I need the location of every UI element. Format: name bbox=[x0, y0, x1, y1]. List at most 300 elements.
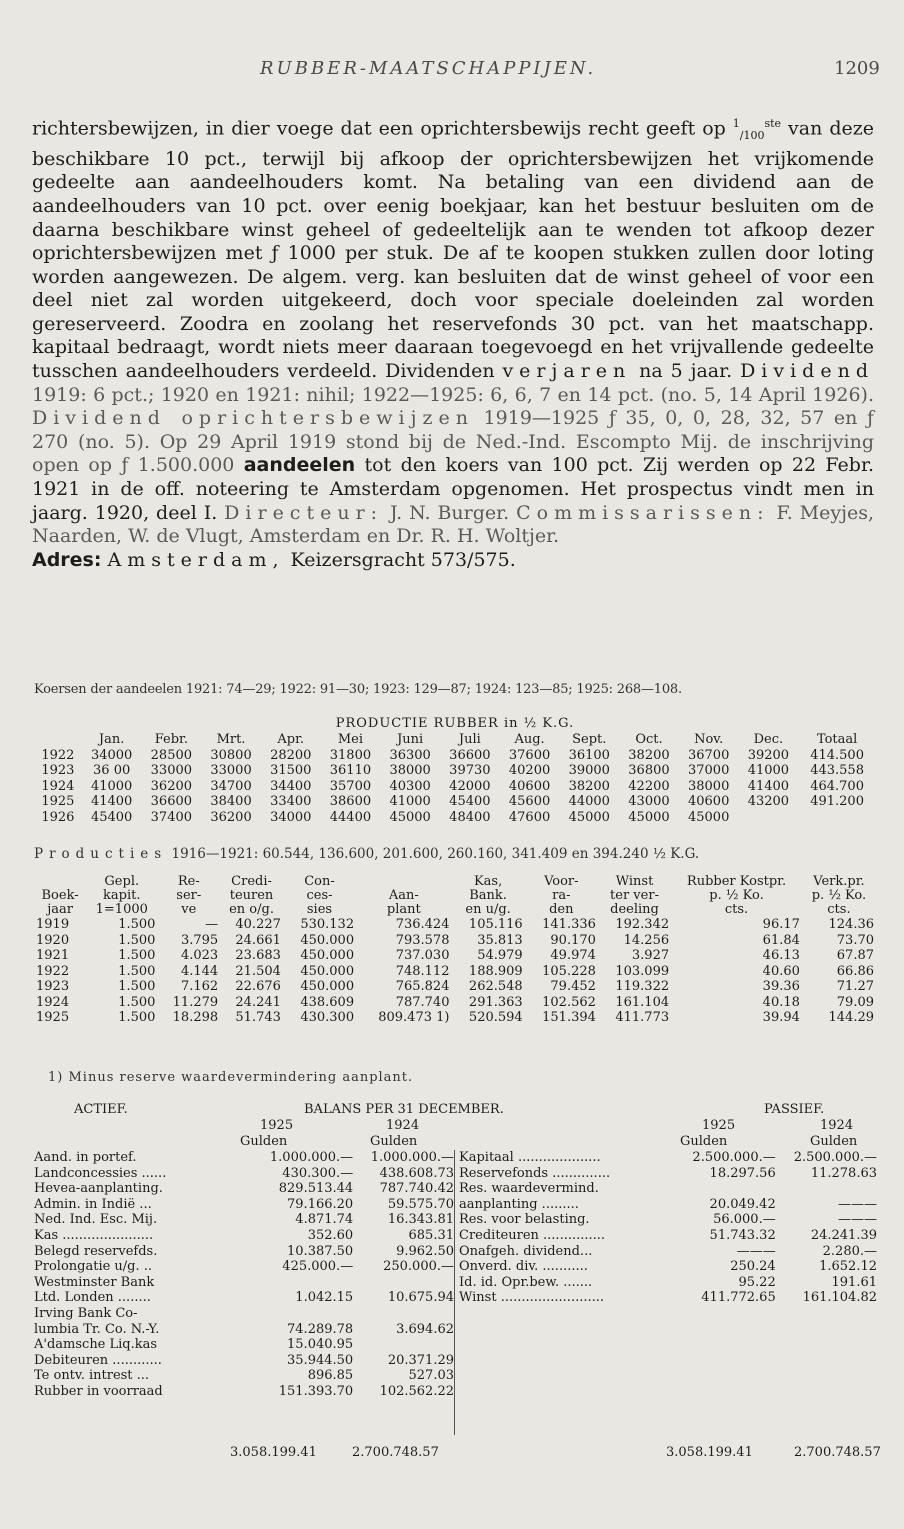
actief-cell: 10.387.50 bbox=[287, 1243, 354, 1259]
production-cell: 43000 bbox=[628, 794, 670, 809]
financial-cell: 1923 bbox=[36, 979, 70, 994]
financial-cell: 144.29 bbox=[828, 1010, 874, 1025]
production-cell: 37400 bbox=[150, 809, 193, 825]
financial-cell: — bbox=[205, 917, 219, 932]
passief-row bbox=[455, 1275, 877, 1291]
production-cell: 33000 bbox=[150, 763, 193, 778]
financial-cell: 39.36 bbox=[762, 979, 800, 994]
actief-cell: 35.944.50 bbox=[287, 1352, 354, 1368]
financial-column-header: Aan- bbox=[388, 888, 419, 903]
actief-row bbox=[34, 1212, 454, 1228]
actief-cell: 16.343.81 bbox=[387, 1212, 454, 1228]
financial-cell: 14.256 bbox=[623, 932, 670, 948]
financial-column-header: plant bbox=[386, 902, 421, 917]
financial-column-header: sies bbox=[306, 902, 333, 917]
financial-cell: 73.70 bbox=[836, 932, 874, 948]
actief-cell bbox=[353, 1306, 454, 1322]
actief-cell: Aand. in portef. bbox=[34, 1150, 137, 1165]
production-cell: 39200 bbox=[747, 747, 790, 763]
production-cell: 34400 bbox=[270, 778, 312, 794]
actief-cell: 4.871.74 bbox=[295, 1212, 354, 1228]
financial-cell: 1919 bbox=[36, 917, 70, 932]
balance-sheet bbox=[34, 1102, 877, 1399]
financial-column-header: ra- bbox=[552, 888, 571, 903]
actief-cell: 250.000.— bbox=[383, 1259, 454, 1275]
passief-cell: 2.500.000.— bbox=[692, 1150, 776, 1165]
actief-row bbox=[34, 1353, 454, 1369]
production-cell: 414.500 bbox=[810, 747, 864, 763]
passief-cell: Reservefonds .............. bbox=[459, 1165, 611, 1181]
passief-cell: 2.500.000.— bbox=[793, 1150, 877, 1165]
directeur-label: Directeur: bbox=[224, 501, 384, 524]
passief-cell: Res. voor belasting. bbox=[459, 1212, 590, 1228]
financial-column-header: den bbox=[549, 902, 574, 917]
passief-cell: 24.241.39 bbox=[810, 1227, 877, 1243]
financial-row bbox=[34, 979, 876, 995]
production-cell: 38400 bbox=[210, 794, 252, 809]
passief-cell: 250.24 bbox=[730, 1259, 776, 1275]
financial-cell: 7.162 bbox=[180, 979, 219, 994]
production-table bbox=[34, 732, 876, 825]
passief-row bbox=[455, 1181, 877, 1197]
production-column-header: Sept. bbox=[572, 732, 607, 747]
actief-cell: 151.393.70 bbox=[278, 1383, 354, 1399]
actief-cell: 1.042.15 bbox=[295, 1290, 354, 1306]
actief-cell bbox=[252, 1275, 353, 1291]
text-run: 1919—1925 ƒ 35, 0, 0, 28, 32, 57 en ƒ 270 (no. 5). Op 29 April 1919 stond bij de Ned.-Ind. Escompto Mij. de inschrijving open op ƒ 1.500.000 bbox=[32, 407, 874, 477]
passief-cell bbox=[674, 1181, 775, 1197]
aandeelen-label: aandeelen bbox=[243, 454, 356, 477]
financial-column-header: Boek- bbox=[41, 888, 79, 903]
production-column-header: Mei bbox=[337, 732, 364, 747]
actief-cell: 896.85 bbox=[307, 1368, 354, 1384]
actief-row bbox=[34, 1150, 454, 1166]
financial-cell: 61.84 bbox=[762, 932, 800, 948]
financial-cell: 46.13 bbox=[762, 948, 800, 963]
text-run: richtersbewijzen, in dier voege dat een oprichtersbewijs recht geeft op bbox=[32, 117, 733, 140]
share-prices-line: Koersen der aandeelen 1921: 74—29; 1922: 91—30; 1923: 129—87; 1924: 123—85; 1925: 268—108. bbox=[34, 682, 682, 697]
commissarissen-names: F. Meyjes, Naarden, W. de Vlugt, Amsterdam en Dr. R. H. Woltjer. bbox=[32, 501, 875, 548]
actief-row bbox=[34, 1384, 454, 1400]
actief-cell: 1.000.000.— bbox=[370, 1150, 454, 1165]
actief-cell: Rubber in voorraad bbox=[34, 1383, 163, 1399]
production-cell: 1924 bbox=[41, 778, 75, 794]
production-column-header bbox=[34, 732, 82, 748]
production-cell: 48400 bbox=[449, 809, 491, 825]
commissarissen-label: Commissarissen: bbox=[516, 501, 770, 524]
actief-year-1925: 1925 bbox=[260, 1118, 294, 1133]
financial-cell: 124.36 bbox=[828, 917, 874, 932]
actief-cell: 685.31 bbox=[408, 1227, 454, 1243]
financial-column-header: Gepl. bbox=[104, 874, 140, 889]
directeur-name: J. N. Burger. bbox=[383, 501, 517, 524]
passief-cell: 20.049.42 bbox=[709, 1196, 776, 1212]
financial-cell: 24.661 bbox=[235, 932, 281, 948]
passief-cell: Winst ......................... bbox=[459, 1290, 604, 1306]
production-cell bbox=[739, 810, 799, 826]
financial-column-header: Bank. bbox=[469, 888, 507, 903]
production-cell: 37000 bbox=[687, 763, 730, 778]
financial-cell: 66.86 bbox=[836, 963, 874, 979]
production-cell: 36100 bbox=[568, 747, 610, 763]
passief-cell: 18.297.56 bbox=[709, 1165, 776, 1181]
financial-column-header: Winst bbox=[615, 874, 654, 889]
financial-cell: 1922 bbox=[36, 963, 70, 979]
passief-cell: 95.22 bbox=[738, 1274, 776, 1290]
actief-cell bbox=[353, 1275, 454, 1291]
actief-cell: Debiteuren ............ bbox=[34, 1352, 162, 1368]
passief-cell: 51.743.32 bbox=[709, 1227, 776, 1243]
production-column-header: Juni bbox=[397, 732, 424, 747]
financial-row bbox=[34, 948, 876, 964]
production-cell: 443.558 bbox=[810, 763, 864, 778]
text-run: tot den koers van 100 pct. Zij werden op 22 Febr. 1921 in de off. noteering te Amsterdam opgenomen. Het prospectus vindt men in jaarg. 1920, deel I. bbox=[32, 454, 874, 524]
production-cell: 40600 bbox=[687, 794, 730, 809]
production-column-header: Apr. bbox=[277, 732, 305, 747]
production-cell: 30800 bbox=[210, 747, 252, 763]
passief-row bbox=[455, 1228, 877, 1244]
production-cell: 41000 bbox=[747, 763, 790, 778]
passief-row bbox=[455, 1150, 877, 1166]
production-cell: 38200 bbox=[568, 778, 610, 794]
financial-column-header: ve bbox=[181, 902, 197, 917]
production-cell: 36300 bbox=[389, 747, 431, 763]
financial-cell: 748.112 bbox=[395, 963, 450, 979]
passief-row bbox=[455, 1259, 877, 1275]
production-column-header: Juli bbox=[458, 732, 481, 747]
production-totals-label: Producties bbox=[34, 846, 168, 862]
financial-column-header: cts. bbox=[827, 902, 851, 917]
production-cell: 38000 bbox=[687, 778, 730, 794]
production-cell: 33400 bbox=[270, 794, 312, 809]
financial-cell: 96.17 bbox=[762, 917, 800, 932]
actief-row bbox=[34, 1337, 454, 1353]
financial-cell: 3.927 bbox=[631, 948, 670, 963]
financial-cell: 24.241 bbox=[235, 994, 281, 1010]
financial-cell: 1924 bbox=[36, 994, 70, 1010]
passief-cell bbox=[776, 1181, 877, 1197]
financial-header-row bbox=[34, 903, 876, 917]
production-cell: 35700 bbox=[329, 778, 372, 794]
actief-cell: A'damsche Liq.kas bbox=[34, 1337, 158, 1353]
financial-summary-body bbox=[34, 917, 876, 1026]
financial-cell: 40.227 bbox=[235, 917, 281, 932]
production-cell: 45000 bbox=[687, 809, 730, 825]
production-cell: 38600 bbox=[329, 794, 372, 809]
actief-column bbox=[34, 1150, 454, 1400]
actief-cell: lumbia Tr. Co. N.-Y. bbox=[34, 1321, 160, 1337]
financial-cell: 54.979 bbox=[477, 948, 523, 963]
actief-cell: 352.60 bbox=[307, 1227, 354, 1243]
financial-column-header: Con- bbox=[304, 874, 335, 889]
running-title: RUBBER-MAATSCHAPPIJEN. bbox=[260, 58, 597, 79]
actief-cell: Prolongatie u/g. .. bbox=[34, 1259, 153, 1275]
passief-cell: Onafgeh. dividend... bbox=[459, 1243, 593, 1259]
adres-label: Adres: bbox=[32, 548, 102, 571]
production-cell: 28200 bbox=[270, 747, 312, 763]
actief-cell: 74.289.78 bbox=[287, 1321, 354, 1337]
production-cell: 45400 bbox=[90, 809, 133, 825]
production-column-header: Aug. bbox=[514, 732, 545, 747]
production-cell: 38000 bbox=[389, 763, 431, 778]
passief-cell: Kapitaal .................... bbox=[459, 1150, 601, 1165]
financial-cell: 103.099 bbox=[615, 963, 670, 979]
passief-row bbox=[455, 1244, 877, 1260]
production-row bbox=[34, 748, 876, 764]
production-header-row bbox=[34, 732, 876, 748]
actief-row bbox=[34, 1228, 454, 1244]
total-passief-1925: 3.058.199.41 bbox=[666, 1445, 753, 1460]
balance-header bbox=[34, 1102, 876, 1150]
financial-cell: 1.500 bbox=[118, 994, 156, 1010]
production-cell: 36700 bbox=[687, 747, 730, 763]
text-run: van deze beschikbare 10 pct., terwijl bij afkoop der oprichtersbewijzen het vrijkomende gedeelte aan aandeelhouders komt. Na betaling van een dividend aan de aandeelhouders van 10 pct. over eenig boekjaar, kan het bestuur besluiten om de daarna beschikbare winst geheel of gedeeltelijk aan te wenden tot afkoop dezer oprichtersbewijzen met ƒ 1000 per stuk. De af te koopen stukken zullen door loting worden aangewezen. De algem. verg. kan besluiten dat de winst geheel of voor een deel niet zal worden uitgekeerd, doch voor speciale doeleinden zal worden gereserveerd. Zoodra en zoolang het reservefonds 30 pct. van het maatschapp. kapitaal bedraagt, wordt niets meer daaraan toegevoegd en het vrijvallende gedeelte tusschen aandeelhouders verdeeld. Dividenden bbox=[32, 117, 874, 383]
production-cell: 31800 bbox=[329, 747, 372, 763]
production-cell: 33000 bbox=[210, 763, 252, 778]
passief-cell: Onverd. div. ........... bbox=[459, 1259, 588, 1275]
passief-cell: 56.000.— bbox=[713, 1212, 776, 1228]
passief-unit-1925: Gulden bbox=[680, 1134, 728, 1149]
production-cell: 44400 bbox=[329, 809, 372, 825]
production-table-block bbox=[34, 716, 876, 825]
financial-column-header: Verk.pr. bbox=[813, 874, 865, 889]
production-column-header: Jan. bbox=[98, 732, 125, 747]
actief-year-1924: 1924 bbox=[386, 1118, 420, 1133]
financial-cell: 102.562 bbox=[542, 994, 596, 1010]
page-header bbox=[0, 58, 904, 88]
financial-cell: 1925 bbox=[36, 1010, 70, 1025]
actief-row bbox=[34, 1181, 454, 1197]
production-row bbox=[34, 794, 876, 810]
financial-cell: 79.09 bbox=[836, 994, 874, 1010]
production-cell: 45000 bbox=[568, 809, 610, 825]
actief-cell: Admin. in Indië ... bbox=[34, 1196, 152, 1212]
actief-row bbox=[34, 1166, 454, 1182]
production-cell: 28500 bbox=[150, 747, 193, 763]
production-cell: 36 00 bbox=[93, 763, 131, 778]
actief-cell: Te ontv. intrest ... bbox=[34, 1368, 150, 1384]
passief-column bbox=[454, 1150, 877, 1435]
address-line bbox=[32, 549, 874, 573]
production-row bbox=[34, 763, 876, 779]
actief-cell bbox=[353, 1337, 454, 1353]
actief-cell: 20.371.29 bbox=[387, 1352, 454, 1368]
passief-cell: Id. id. Opr.bew. ....... bbox=[459, 1274, 593, 1290]
actief-row bbox=[34, 1290, 454, 1306]
production-cell: 43200 bbox=[747, 794, 790, 809]
financial-cell: 22.676 bbox=[235, 979, 281, 994]
production-cell: 1922 bbox=[41, 747, 75, 763]
financial-cell: 40.18 bbox=[762, 994, 800, 1010]
financial-cell: 737.030 bbox=[395, 948, 450, 963]
financial-summary-table bbox=[34, 875, 876, 1026]
actief-cell: 59.575.70 bbox=[387, 1196, 454, 1212]
production-cell bbox=[798, 810, 876, 826]
financial-column-header: teuren bbox=[229, 888, 274, 903]
actief-cell: 10.675.94 bbox=[387, 1290, 454, 1306]
financial-cell: 105.228 bbox=[542, 963, 596, 979]
actief-cell: 102.562.22 bbox=[379, 1383, 454, 1399]
financial-cell: 71.27 bbox=[836, 979, 874, 994]
production-cell: 34700 bbox=[210, 778, 252, 794]
financial-cell: 1.500 bbox=[118, 948, 156, 963]
passief-cell: 161.104.82 bbox=[802, 1290, 877, 1306]
production-cell: 45000 bbox=[389, 809, 431, 825]
financial-cell: 67.87 bbox=[836, 948, 874, 963]
financial-cell: 105.116 bbox=[468, 917, 523, 932]
passief-cell: Crediteuren ............... bbox=[459, 1227, 606, 1243]
financial-column-header: kapit. bbox=[103, 888, 141, 903]
actief-cell: Hevea-aanplanting. bbox=[34, 1181, 163, 1197]
passief-cell: 11.278.63 bbox=[810, 1165, 877, 1181]
financial-column-header bbox=[34, 875, 86, 889]
production-cell: 1925 bbox=[41, 794, 75, 809]
passief-cell: 191.61 bbox=[831, 1274, 877, 1290]
production-cell: 36110 bbox=[329, 763, 372, 778]
production-cell: 47600 bbox=[508, 809, 551, 825]
company-description bbox=[32, 112, 874, 572]
financial-row bbox=[34, 995, 876, 1011]
production-cell: 1923 bbox=[41, 763, 75, 778]
financial-cell: 188.909 bbox=[468, 963, 523, 979]
financial-column-header: Kas, bbox=[473, 874, 503, 889]
passief-cell: Res. waardevermind. bbox=[459, 1181, 599, 1197]
actief-row bbox=[34, 1322, 454, 1338]
production-totals bbox=[34, 846, 876, 862]
production-cell: 40200 bbox=[508, 763, 551, 778]
production-cell: 1926 bbox=[41, 809, 75, 825]
production-column-header: Dec. bbox=[753, 732, 784, 747]
dividend-oprichtersbewijzen-label: Dividend oprichtersbewijzen bbox=[32, 407, 474, 430]
financial-cell: 450.000 bbox=[300, 948, 355, 963]
balance-title: BALANS PER 31 DECEMBER. bbox=[304, 1102, 504, 1117]
passief-row bbox=[455, 1212, 877, 1228]
production-cell: 41400 bbox=[747, 778, 790, 794]
financial-column-header: Voor- bbox=[544, 874, 579, 889]
spaced-word-verjaren: verjaren bbox=[502, 360, 632, 383]
production-cell: 34000 bbox=[270, 809, 312, 825]
page-number: 1209 bbox=[834, 58, 880, 79]
production-cell: 44000 bbox=[568, 794, 610, 809]
actief-cell: 430.300.— bbox=[282, 1165, 354, 1181]
financial-cell: 1.500 bbox=[118, 979, 156, 994]
financial-cell: 1921 bbox=[36, 948, 70, 963]
actief-cell: Westminster Bank bbox=[34, 1274, 155, 1290]
financial-cell: 23.683 bbox=[235, 948, 281, 963]
financial-row bbox=[34, 933, 876, 949]
financial-cell: 530.132 bbox=[300, 917, 355, 932]
passief-table bbox=[455, 1150, 877, 1306]
production-column-header: Totaal bbox=[816, 732, 858, 747]
production-column-header: Mrt. bbox=[216, 732, 246, 747]
passief-cell: 411.772.65 bbox=[701, 1290, 776, 1306]
financial-cell: 141.336 bbox=[542, 917, 596, 932]
financial-header-row bbox=[34, 889, 876, 903]
financial-cell: 4.023 bbox=[180, 948, 219, 963]
financial-column-header: jaar bbox=[47, 902, 73, 917]
actief-cell: Ltd. Londen ........ bbox=[34, 1290, 151, 1306]
financial-row bbox=[34, 917, 876, 933]
production-cell: 37600 bbox=[508, 747, 551, 763]
passief-unit-1924: Gulden bbox=[810, 1134, 858, 1149]
financial-column-header: ces- bbox=[306, 888, 333, 903]
actief-cell: 15.040.95 bbox=[287, 1337, 354, 1353]
actief-cell: Belegd reservefds. bbox=[34, 1243, 158, 1259]
passief-row bbox=[455, 1166, 877, 1182]
production-row bbox=[34, 810, 876, 826]
financial-cell: 151.394 bbox=[542, 1010, 596, 1025]
financial-cell: 79.452 bbox=[550, 979, 596, 994]
financial-cell: 1.500 bbox=[118, 932, 156, 948]
actief-row bbox=[34, 1259, 454, 1275]
actief-unit-1925: Gulden bbox=[240, 1134, 288, 1149]
financial-cell: 21.504 bbox=[235, 963, 281, 979]
production-column-header: Nov. bbox=[694, 732, 724, 747]
actief-cell: Landconcessies ...... bbox=[34, 1165, 167, 1181]
footnote: 1) Minus reserve waardevermindering aanplant. bbox=[48, 1070, 414, 1085]
production-cell: 39730 bbox=[449, 763, 491, 778]
financial-cell: 450.000 bbox=[300, 963, 355, 979]
total-actief-1925: 3.058.199.41 bbox=[230, 1445, 317, 1460]
financial-cell: 809.473 1) bbox=[378, 1010, 450, 1025]
passief-year-1925: 1925 bbox=[702, 1118, 736, 1133]
production-cell: 464.700 bbox=[810, 778, 864, 794]
actief-label: ACTIEF. bbox=[74, 1102, 128, 1117]
financial-column-header: ser- bbox=[176, 888, 202, 903]
actief-cell: 425.000.— bbox=[282, 1259, 354, 1275]
financial-cell: 35.813 bbox=[477, 932, 523, 948]
production-cell: 38200 bbox=[628, 747, 670, 763]
financial-column-header: Credi- bbox=[231, 874, 272, 889]
actief-table bbox=[34, 1150, 454, 1400]
financial-cell: 262.548 bbox=[468, 979, 523, 994]
financial-cell: 1.500 bbox=[118, 1010, 156, 1025]
production-caption: PRODUCTIE RUBBER in ½ K.G. bbox=[335, 716, 575, 731]
financial-row bbox=[34, 964, 876, 980]
financial-column-header: ter ver- bbox=[610, 888, 659, 903]
actief-row bbox=[34, 1275, 454, 1291]
financial-cell: 3.795 bbox=[180, 932, 219, 948]
financial-cell: 736.424 bbox=[395, 917, 450, 932]
production-cell: 42000 bbox=[449, 778, 491, 794]
financial-cell: 1920 bbox=[36, 932, 70, 948]
financial-cell: 40.60 bbox=[762, 963, 800, 979]
financial-cell: 765.824 bbox=[395, 979, 450, 994]
production-column-header: Oct. bbox=[635, 732, 663, 747]
adres-city: Amsterdam, bbox=[107, 548, 285, 571]
financial-column-header: deeling bbox=[610, 902, 659, 917]
production-cell: 36200 bbox=[210, 809, 252, 825]
production-cell: 40600 bbox=[508, 778, 551, 794]
financial-column-header: en o/g. bbox=[229, 902, 274, 917]
actief-cell: 438.608.73 bbox=[379, 1165, 454, 1181]
production-cell: 45400 bbox=[449, 794, 491, 809]
actief-row bbox=[34, 1197, 454, 1213]
financial-cell: 520.594 bbox=[468, 1010, 523, 1025]
financial-column-header: en u/g. bbox=[465, 902, 511, 917]
production-row bbox=[34, 779, 876, 795]
actief-cell: 527.03 bbox=[408, 1368, 454, 1384]
total-passief-1924: 2.700.748.57 bbox=[794, 1445, 881, 1460]
production-cell: 41000 bbox=[90, 778, 133, 794]
financial-summary-block bbox=[34, 875, 876, 1026]
financial-column-header bbox=[356, 875, 451, 889]
actief-cell: 79.166.20 bbox=[287, 1196, 354, 1212]
actief-row bbox=[34, 1368, 454, 1384]
production-cell: 41400 bbox=[90, 794, 133, 809]
production-body bbox=[34, 748, 876, 826]
actief-row bbox=[34, 1244, 454, 1260]
